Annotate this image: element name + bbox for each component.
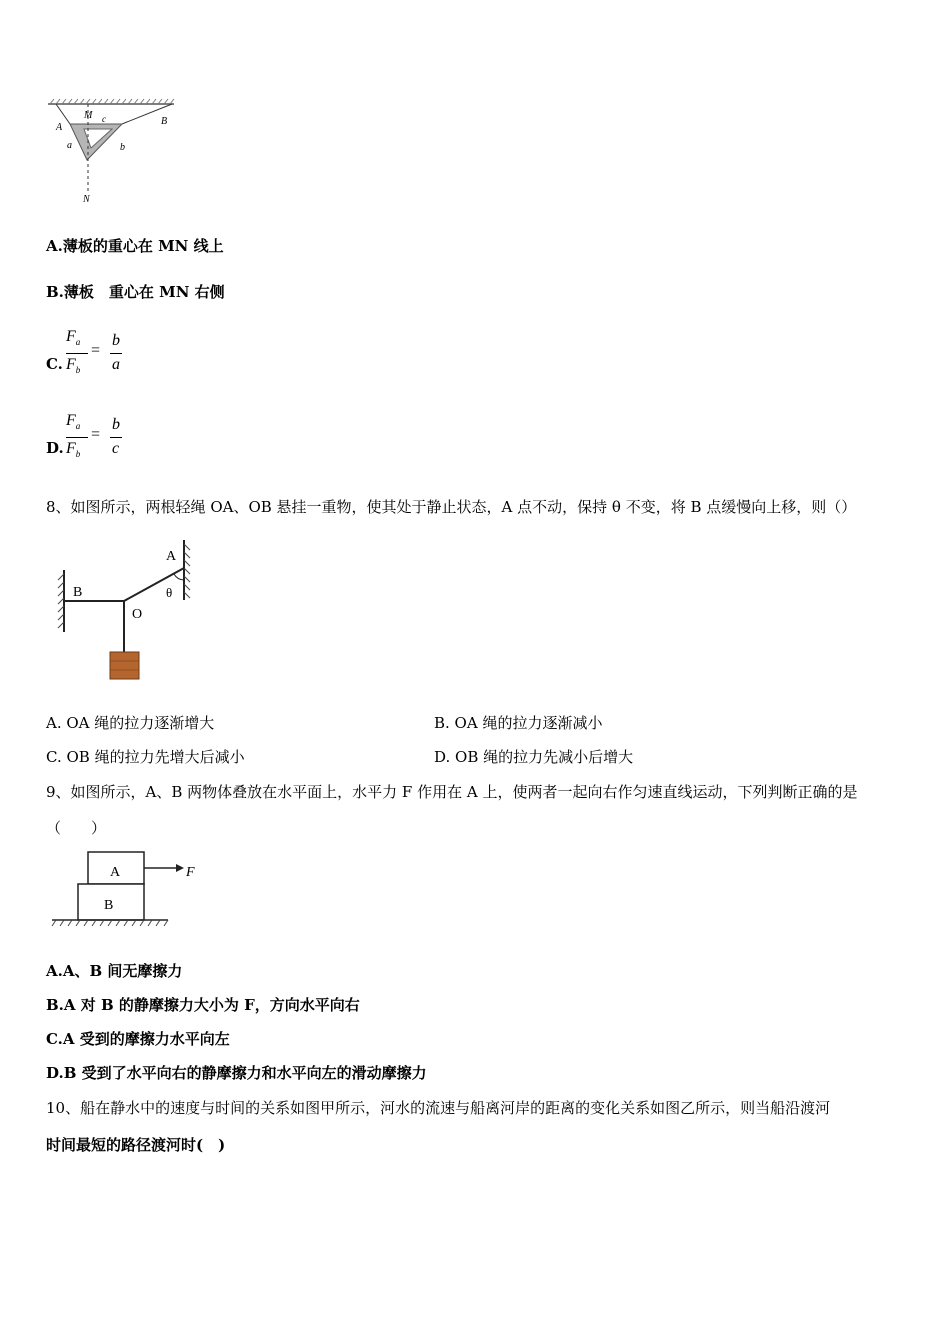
label-b: b — [120, 142, 125, 153]
q7-option-c-prefix[interactable]: C. — [46, 355, 63, 373]
q8-option-c[interactable]: C. OB 绳的拉力先增大后减小 — [46, 748, 245, 766]
q9-option-d[interactable]: D.B 受到了水平向右的静摩擦力和水平向左的滑动摩擦力 — [46, 1064, 427, 1082]
rope-weight-figure — [50, 536, 200, 684]
label-theta: θ — [166, 585, 173, 600]
label-c: c — [102, 114, 106, 124]
q9-stem-blank: （ ） — [46, 819, 107, 837]
label-a: a — [67, 140, 72, 151]
q9-option-b[interactable]: B.A 对 B 的静摩擦力大小为 F，方向水平向右 — [46, 996, 360, 1014]
triangle-plate-figure — [44, 96, 184, 208]
q10-stem-line2: 时间最短的路径渡河时( ) — [46, 1136, 226, 1154]
label-O: O — [132, 607, 143, 622]
q9-stem: 9、如图所示，A、B 两物体叠放在水平面上，水平力 F 作用在 A 上，使两者一起向右作匀速直线运动，下列判断正确的是 — [46, 783, 858, 801]
q7-option-c-formula: $F_a$ $F_b$ = b a — [66, 328, 120, 376]
label-B: B — [104, 898, 114, 913]
q8-option-d[interactable]: D. OB 绳的拉力先减小后增大 — [434, 748, 634, 766]
label-A: A — [110, 865, 121, 880]
q9-option-c[interactable]: C.A 受到的摩擦力水平向左 — [46, 1030, 230, 1048]
label-A: A — [56, 122, 63, 133]
q7-option-d-prefix[interactable]: D. — [46, 439, 64, 457]
q8-option-b[interactable]: B. OA 绳的拉力逐渐减小 — [434, 714, 603, 732]
label-A: A — [166, 549, 177, 564]
label-B: B — [73, 585, 83, 600]
label-F: F — [186, 865, 195, 880]
label-M: M — [84, 110, 93, 121]
q8-option-a[interactable]: A. OA 绳的拉力逐渐增大 — [46, 714, 215, 732]
stacked-blocks-figure — [48, 848, 208, 928]
q7-option-d-formula: $F_a$ $F_b$ = b c — [66, 412, 120, 460]
q8-stem: 8、如图所示，两根轻绳 OA、OB 悬挂一重物，使其处于静止状态，A 点不动，保持 θ 不变，将 B 点缓慢向上移，则（） — [46, 498, 857, 516]
label-N: N — [83, 194, 90, 205]
q7-option-a[interactable]: A.薄板的重心在 MN 线上 — [46, 237, 224, 255]
label-B: B — [161, 116, 168, 127]
q9-option-a[interactable]: A.A、B 间无摩擦力 — [46, 962, 183, 980]
q10-stem: 10、船在静水中的速度与时间的关系如图甲所示，河水的流速与船离河岸的距离的变化关系如图乙所示，则当船沿渡河 — [46, 1099, 831, 1117]
q7-option-b[interactable]: B.薄板 重心在 MN 右侧 — [46, 283, 225, 301]
